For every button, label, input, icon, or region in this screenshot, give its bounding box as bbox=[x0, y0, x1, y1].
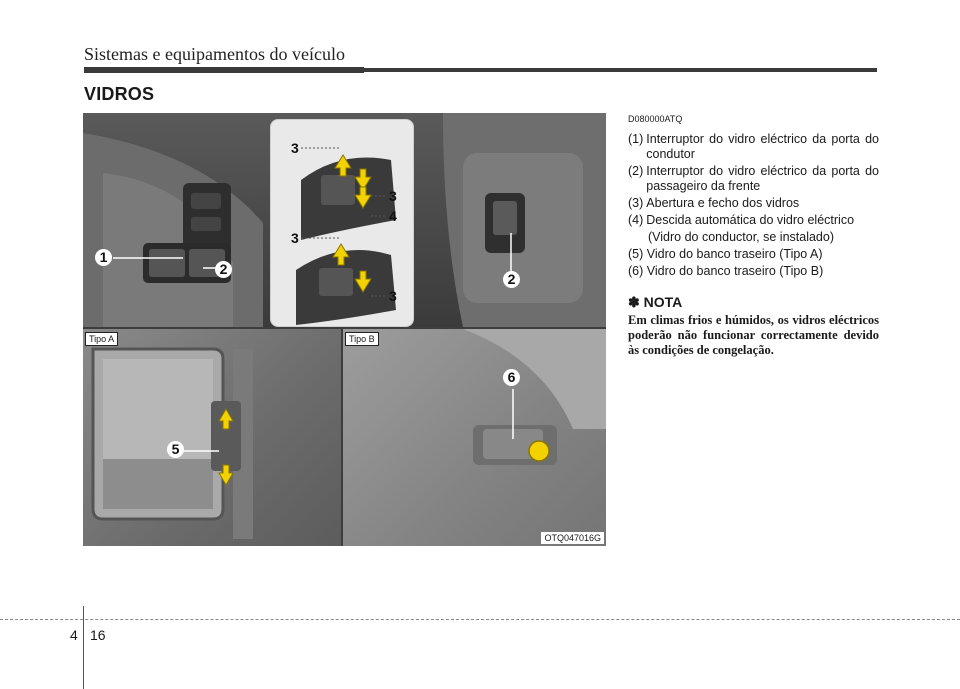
header-rule bbox=[84, 68, 877, 72]
list-item: (5) Vidro do banco traseiro (Tipo A) bbox=[628, 247, 823, 261]
list-item bbox=[628, 213, 879, 228]
item-text: Interruptor do vidro eléctrico da porta do passageiro da frente bbox=[646, 164, 879, 193]
callout-1: 1 bbox=[95, 249, 112, 266]
chapter-title: Sistemas e equipamentos do veículo bbox=[84, 44, 345, 64]
item-number: (2) bbox=[628, 164, 644, 178]
page-divider bbox=[83, 606, 84, 689]
callout-3-lower: 3 bbox=[291, 230, 299, 246]
power-window-figure bbox=[83, 113, 606, 546]
callout-2-left: 2 bbox=[215, 261, 232, 278]
section-code: D080000ATQ bbox=[628, 114, 683, 124]
note-body: Em climas frios e húmidos, os vidros eléctricos poderão não funcionar correctamente devido às condições de congelação. bbox=[628, 313, 879, 357]
chapter-number: 4 bbox=[70, 627, 78, 643]
footer-rule bbox=[0, 619, 960, 621]
item-text: Abertura e fecho dos vidros bbox=[646, 196, 800, 210]
callout-3-mid: 3 bbox=[389, 188, 397, 204]
list-item bbox=[628, 132, 879, 162]
callout-3-top: 3 bbox=[291, 140, 299, 156]
list-item bbox=[628, 196, 879, 211]
callout-2-right: 2 bbox=[503, 271, 520, 288]
list-item bbox=[628, 164, 879, 194]
switch-detail-inset bbox=[270, 119, 414, 327]
section-title: VIDROS bbox=[84, 84, 155, 104]
rear-door-type-a-image bbox=[83, 329, 341, 546]
callout-4: 4 bbox=[389, 208, 397, 224]
callout-6: 6 bbox=[503, 369, 520, 386]
type-b-tag: Tipo B bbox=[345, 332, 379, 346]
rear-door-type-b-illustration bbox=[343, 329, 606, 546]
rear-door-type-a-illustration bbox=[83, 329, 341, 546]
page-number: 16 bbox=[90, 627, 106, 643]
note-symbol-icon: ✽ bbox=[628, 294, 640, 310]
text-column bbox=[628, 112, 879, 358]
item-number: (4) bbox=[628, 213, 644, 227]
item-text: Descida automática do vidro eléctrico bbox=[646, 213, 855, 227]
callout-3-bottom: 3 bbox=[389, 288, 397, 304]
note-heading bbox=[628, 295, 879, 310]
item-number: (1) bbox=[628, 132, 644, 146]
item-number: (3) bbox=[628, 196, 644, 210]
figure-code: OTQ047016G bbox=[541, 532, 604, 544]
list-item: (6) Vidro do banco traseiro (Tipo B) bbox=[628, 264, 824, 278]
callout-5: 5 bbox=[167, 441, 184, 458]
item-4-subnote: (Vidro do conductor, se instalado) bbox=[648, 230, 834, 244]
rear-door-type-b-image bbox=[343, 329, 606, 546]
note-title: NOTA bbox=[643, 294, 683, 310]
item-text: Interruptor do vidro eléctrico da porta do condutor bbox=[646, 132, 879, 161]
type-a-tag: Tipo A bbox=[85, 332, 118, 346]
front-door-panel-image bbox=[83, 113, 606, 327]
